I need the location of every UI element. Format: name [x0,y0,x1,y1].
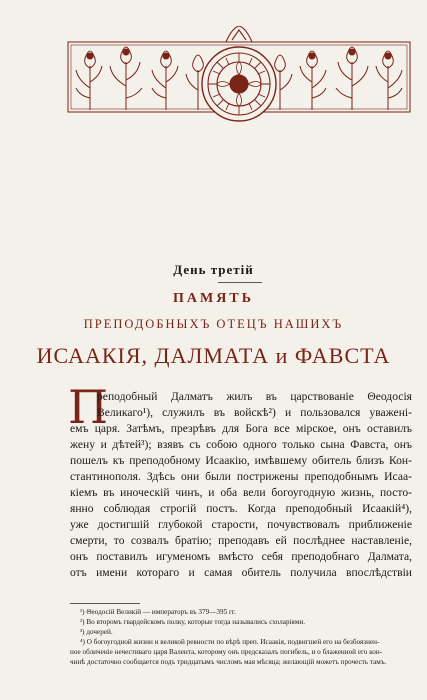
memory-heading: ПАМЯТЬ [173,291,254,306]
day-title: День третій [173,262,254,277]
footnote: ²) Во второмъ гвардейскомъ полку, которые тогда назывались схоларіями. [80,618,306,626]
title-rule [218,282,262,283]
body-line: емъ царя. Затѣмъ, презрѣвъ для Бога все мірское, онъ оставилъ [70,422,412,435]
drop-cap: П [68,380,109,434]
footnote: ¹) Θеодосій Великій — императоръ въ 379—395 гг. [80,608,236,616]
body-line: смерти, то созвалъ братію; преподавъ ей послѣднее наставленіе, [70,534,412,547]
body-line: янно соблюдая строгій постъ. Когда преподобный Исаакій⁴), [70,502,412,515]
body-line: Великаго¹), служилъ въ войскѣ²) и пользовался уваженi- [97,406,412,419]
body-line: кіемъ въ иноческій чинъ, и оба вели богоугодную жизнь, посто- [70,486,412,499]
footnote: ⁴) О богоугодной жизни и великой ревности по вѣрѣ преп. Исаакія, подвигшей его на безбоязнен- [80,638,380,646]
footnote-rule [70,603,140,604]
footnote-continuation: ное обличеніе нечестиваго царя Валента, которому онъ предсказалъ погибель, и о блаженной его кон- [70,648,383,656]
body-line: реподобный Далматъ жилъ въ царствованіе Θеодосія [97,390,412,403]
body-line: отъ имени котораго и самая обитель получила впослѣдствіи [70,566,412,579]
body-line: онъ поставилъ игуменомъ вмѣсто себя преподобнаго Далмата, [70,550,412,563]
body-line: уже достигшій глубокой старости, почувствовалъ приближеніе [70,518,412,531]
body-line: жену и дѣтей³); взявъ съ собою одного только сына Фавста, онъ [70,438,412,451]
ornamental-headpiece [66,26,412,122]
footnote-continuation: чинѣ достаточно сообщается подъ тридцатымъ числомъ мая мѣсяца; желающій можетъ прочесть тамъ. [70,658,387,666]
footnote: ³) дочерей. [80,628,113,636]
saints-names-heading: ИСААКІЯ, ДАЛМАТА и ФАВСТА [36,343,391,368]
body-line: стантинополя. Здѣсь они были пострижены преподобнымъ Исаа- [70,470,412,483]
saints-subheading: ПРЕПОДОБНЫХЪ ОТЕЦЪ НАШИХЪ [83,317,344,331]
floral-rosette-headpiece-icon [66,26,412,122]
body-line: пошелъ къ преподобному Исаакію, имѣвшему обитель близъ Кон- [70,454,412,467]
